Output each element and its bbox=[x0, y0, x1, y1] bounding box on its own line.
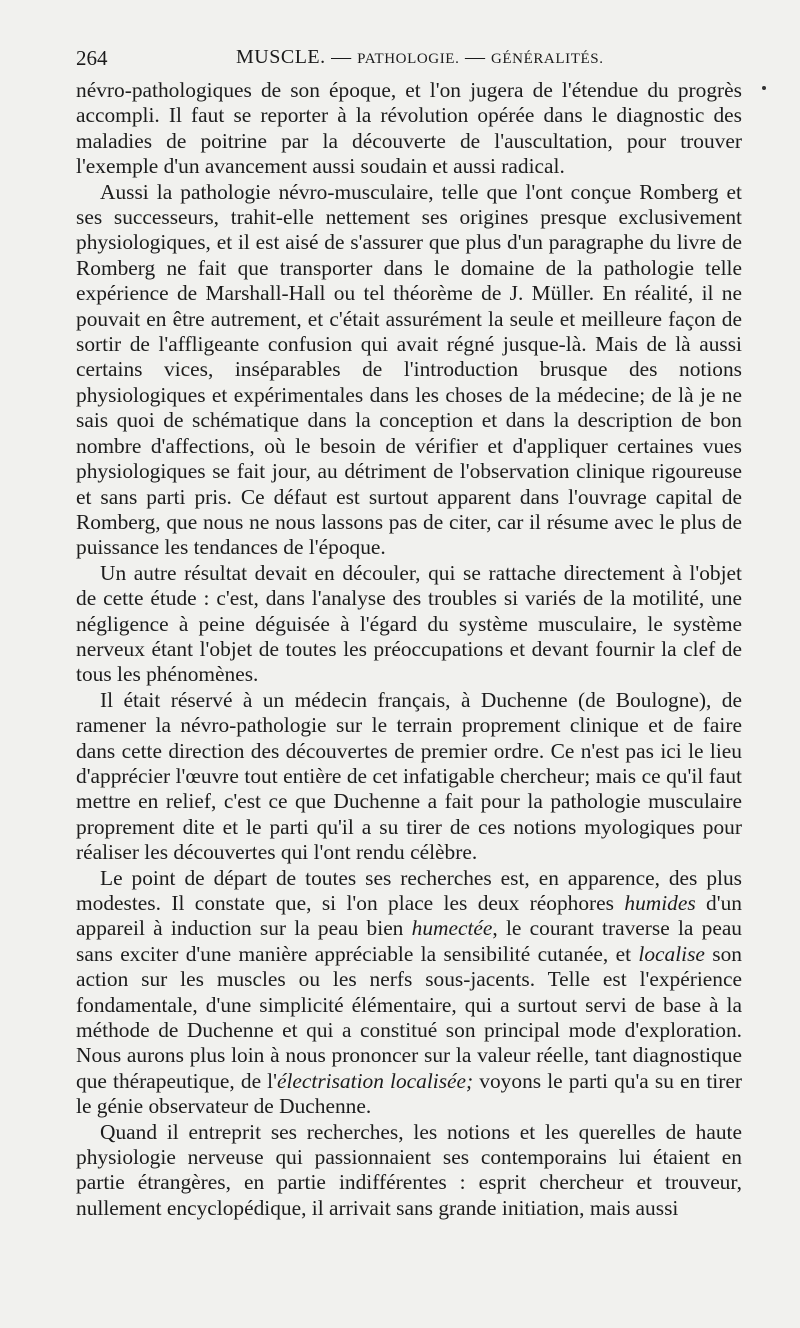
text-run: voyons le parti qu'a su en tirer le génie observateur de Duchenne. bbox=[76, 1068, 742, 1119]
paragraph bbox=[76, 866, 742, 1120]
paragraph: névro-pathologiques de son époque, et l'on jugera de l'étendue du progrès accompli. Il faut se reporter à la révolution opérée dans le diagnostic des maladies de poitrine par la découverte de l'auscultation, pour trouver l'exemple d'un avancement aussi soudain et aussi radical. bbox=[76, 78, 742, 179]
paragraph: Quand il entreprit ses recherches, les notions et les querelles de haute physiologie nerveuse qui passionnaient ses contemporains lui étaient en partie étrangères, en partie indifférentes : esprit chercheur et trouveur, nullement encyclopédique, il arrivait sans grande initiation, mais aussi bbox=[76, 1119, 742, 1220]
margin-mark bbox=[762, 86, 766, 90]
running-head-separator: — bbox=[331, 46, 352, 68]
text-run: Le point de départ de toutes ses recherches est, en apparence, des plus modestes. Il constate que, si l'on place les deux réophores bbox=[76, 865, 742, 915]
italic-term: localise bbox=[638, 941, 705, 966]
running-head bbox=[236, 46, 604, 69]
running-head-section: PATHOLOGIE. bbox=[357, 51, 460, 67]
text-run: , le courant traverse la peau sans exciter d'une manière appréciable la sensibilité cutanée, et bbox=[76, 916, 743, 966]
running-head-subsection: GÉNÉRALITÉS. bbox=[490, 51, 604, 67]
paragraph: Un autre résultat devait en découler, qui se rattache directement à l'objet de cette étude : c'est, dans l'analyse des troubles si variés de la motilité, une négligence à peine déguisée à l'égard du système musculaire, le système nerveux étant l'objet de toutes les préoccupations et devant fournir la clef de tous les phénomènes. bbox=[76, 560, 742, 687]
running-head-separator: — bbox=[464, 46, 486, 68]
text-run: d'un appareil à induction sur la peau bien bbox=[76, 891, 742, 941]
running-head-title: MUSCLE. bbox=[236, 46, 326, 68]
italic-term: électrisation localisée; bbox=[276, 1068, 474, 1093]
paragraph: Il était réservé à un médecin français, à Duchenne (de Boulogne), de ramener la névro-pathologie sur le terrain proprement clinique et de faire dans cette direction des découvertes de premier ordre. Ce n'est pas ici le lieu d'apprécier l'œuvre tout entière de cet infatigable chercheur; mais ce qu'il faut mettre en relief, c'est ce que Duchenne a fait pour la pathologie musculaire proprement dite et le parti qu'il a su tirer de ces notions myologiques pour réaliser les découvertes qui l'ont rendu célèbre. bbox=[76, 687, 742, 865]
italic-term: humides bbox=[624, 891, 696, 915]
page-header bbox=[76, 46, 742, 72]
text-run: son action sur les muscles ou les nerfs sous-jacents. Telle est l'expérience fondamentale, d'une simplicité élémentaire, qui a surtout servi de base à la méthode de Duchenne et qui a constitué son principal mode d'exploration. Nous aurons plus loin à nous prononcer sur la valeur réelle, tant diagnostique que thérapeutique, de l' bbox=[76, 941, 742, 1093]
main-text bbox=[76, 78, 742, 1221]
page-number: 264 bbox=[76, 46, 108, 70]
italic-term: humectée bbox=[411, 916, 493, 941]
paragraph: Aussi la pathologie névro-musculaire, telle que l'ont conçue Romberg et ses successeurs, trahit-elle nettement ses origines presque exclusivement physiologiques, et il est aisé de s'assurer que plus d'un paragraphe du livre de Romberg ne fait que transporter dans le domaine de la pathologie telle expérience de Marshall-Hall ou tel théorème de J. Müller. En réalité, il ne pouvait en être autrement, et c'était assurément la seule et meilleure façon de sortir de l'affligeante confusion qui avait régné jusque-là. Mais de là aussi certains vices, inséparables de l'introduction brusque des notions physiologiques et expérimentales dans les choses de la médecine; de là je ne sais quoi de schématique dans la conception et dans la description de bon nombre d'affections, où le besoin de vérifier et d'appliquer certaines vues physiologiques se fait jour, au détriment de l'observation clinique rigoureuse et sans parti pris. Ce défaut est surtout apparent dans l'ouvrage capital de Romberg, que nous ne nous lassons pas de citer, car il résume avec le plus de puissance les tendances de l'époque. bbox=[76, 179, 742, 560]
